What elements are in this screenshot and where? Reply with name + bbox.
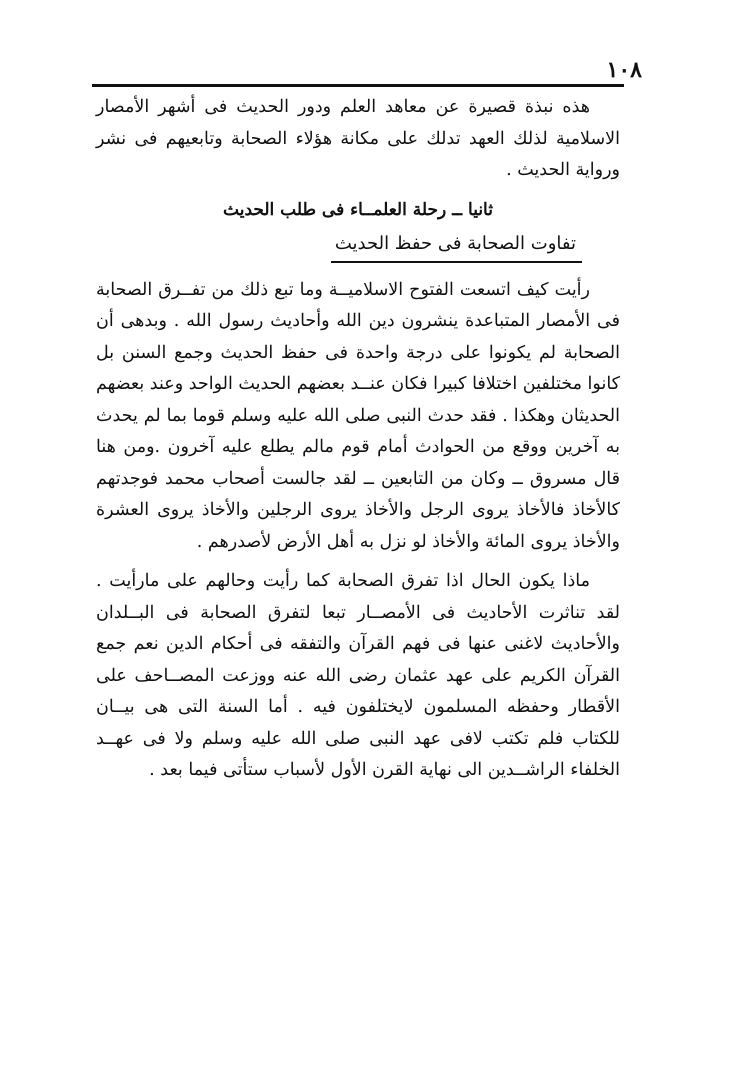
body-paragraph-1: رأيت كيف اتسعت الفتوح الاسلاميــة وما تبع ذلك من تفــرق الصحابة فى الأمصار المتباعدة ينشرون دين الله وأحاديث رسول الله . وبدهى أن الصحابة لم يكونوا على درجة واحدة فى حفظ الحديث وجمع السنن بل كانوا مختلفين اختلافا كبيرا فكان عنــد بعضهم الحديث الواحد وعند بعضهم الحديثان وهكذا . فقد حدث النبى صلى الله عليه وسلم قوما بما لم يحدث به آخرين ووقع من الحوادث أمام قوم مالم يطلع عليه آخرون .ومن هنا قال مسروق ــ وكان من التابعين ــ لقد جالست أصحاب محمد فوجدتهم كالأخاذ فالأخاذ يروى الرجل والأخاذ يروى الرجلين والأخاذ يروى العشرة والأخاذ يروى المائة والأخاذ لو نزل به أهل الأرض لأصدرهم . <box>96 279 620 552</box>
intro-paragraph: هذه نبذة قصيرة عن معاهد العلم ودور الحديث فى أشهر الأمصار الاسلامية لذلك العهد تدلك على مكانة هؤلاء الصحابة وتابعيهم فى نشر ورواية الحديث . <box>96 97 620 180</box>
section-heading: ثانيا ــ رحلة العلمــاء فى طلب الحديث <box>223 199 493 220</box>
page-number: ١٠٨ <box>606 57 642 83</box>
page-content <box>96 92 620 787</box>
header-rule <box>92 84 624 87</box>
subheading: تفاوت الصحابة فى حفظ الحديث <box>331 229 582 263</box>
subheading-container <box>96 229 620 265</box>
paragraph-gap <box>96 558 620 566</box>
body-paragraph-2: ماذا يكون الحال اذا تفرق الصحابة كما رأيت وحالهم على مارأيت . لقد تناثرت الأحاديث فى الأمصــار تبعا لتفرق الصحابة فى البــلدان والأحاديث لاغنى عنها فى فهم القرآن والتفقه فى أحكام الدين نعم جمع القرآن الكريم على عهد عثمان رضى الله عنه ووزعت المصــاحف على الأقطار وحفظه المسلمون لايختلفون فيه . أما السنة التى هى بيــان للكتاب فلم تكتب لافى عهد النبى صلى الله عليه وسلم ولا فى عهــد الخلفاء الراشــدين الى نهاية القرن الأول لأسباب ستأتى فيما بعد . <box>96 571 620 780</box>
